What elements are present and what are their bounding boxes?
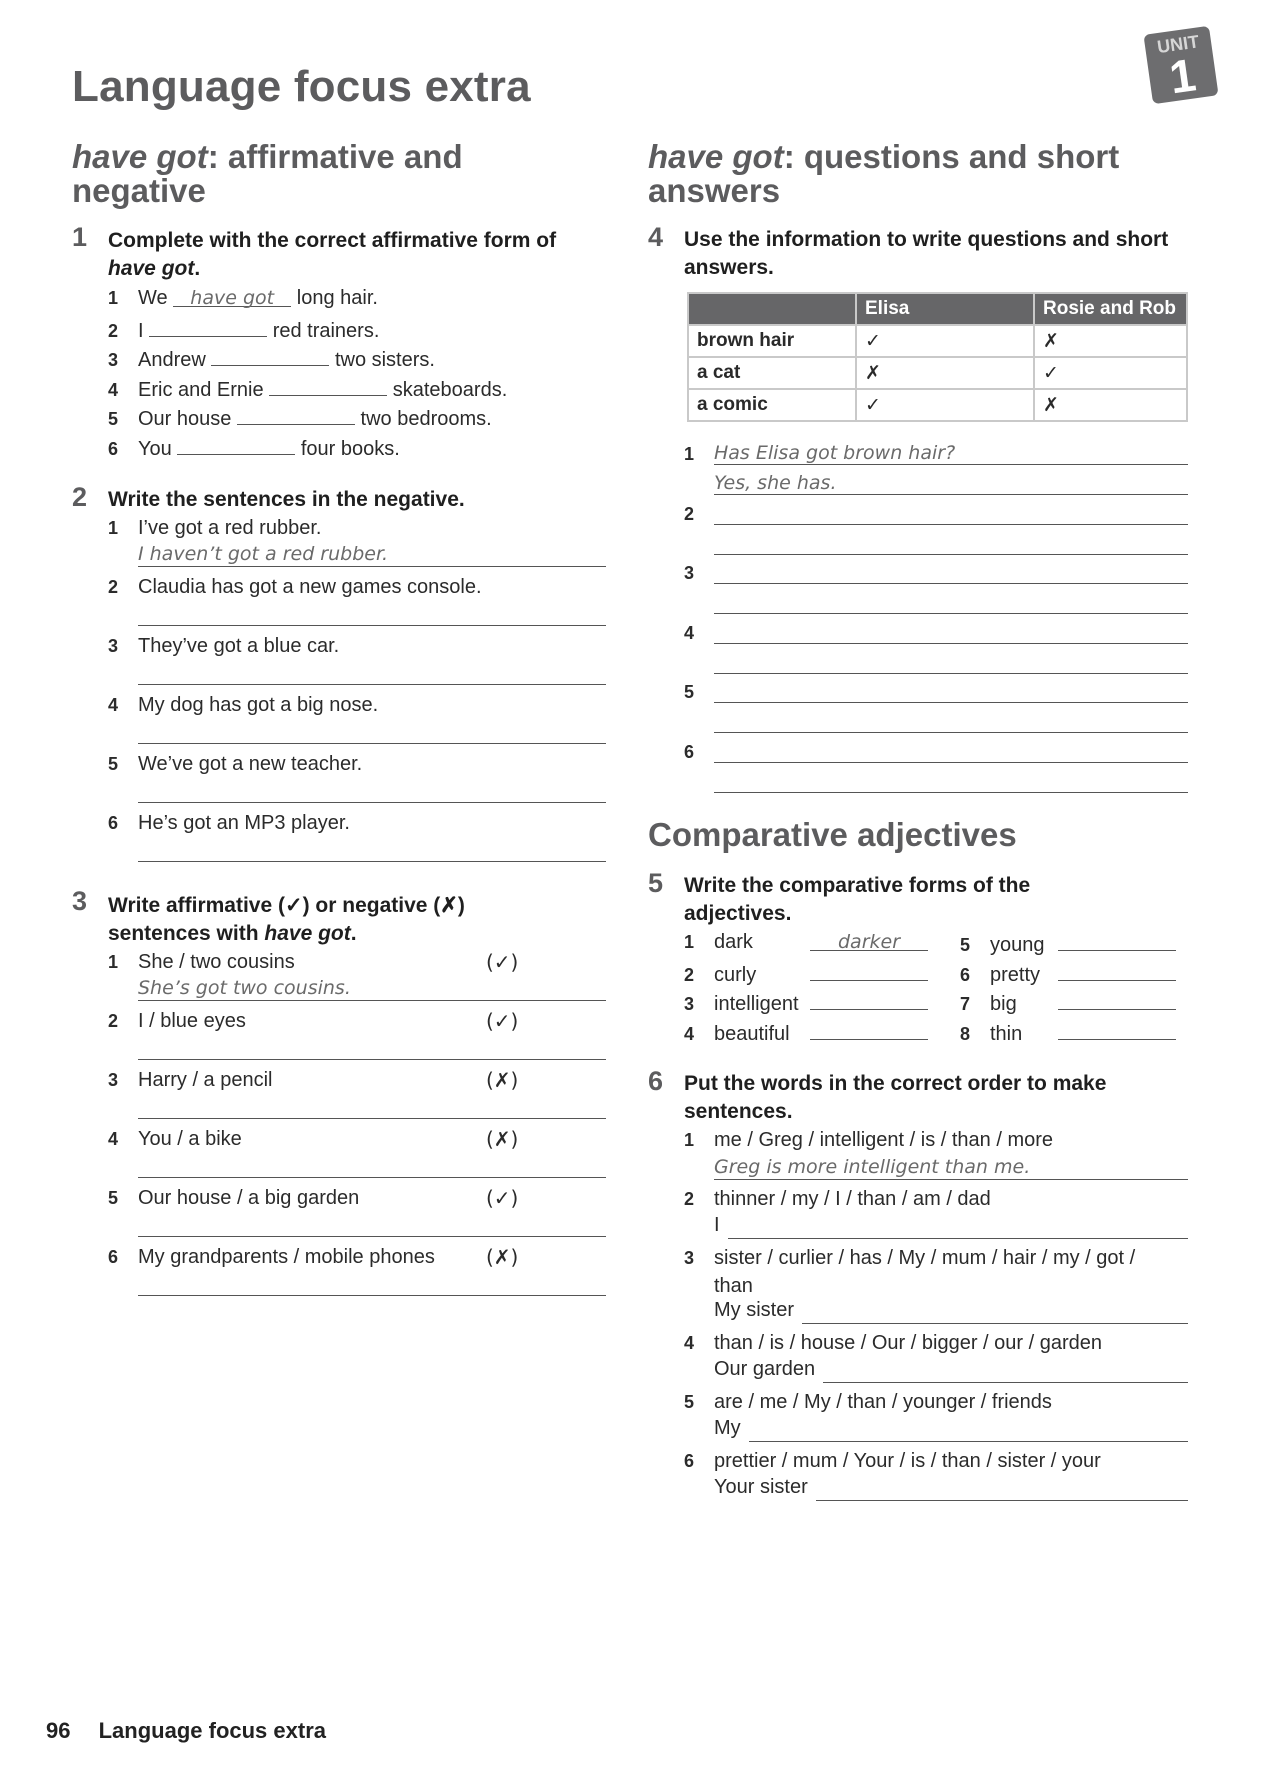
item-number: 4 <box>684 622 695 643</box>
item-number: 5 <box>684 682 695 702</box>
answer-blank[interactable] <box>177 432 295 455</box>
item-prompt-row <box>684 1329 1188 1357</box>
sentence-start: Our garden <box>714 1358 816 1380</box>
section-title-italic: have got <box>648 138 784 175</box>
word-prompt: thinner / my / I / than / am / dad <box>714 1188 991 1210</box>
instruction-italic: have got <box>264 922 351 945</box>
item-prompt: He’s got an MP3 player. <box>138 812 350 834</box>
instruction-text: Write affirmative (✓) or negative (✗) <box>108 894 465 917</box>
list-item <box>684 438 1188 498</box>
item-suffix: two sisters. <box>334 349 435 371</box>
item-prompt: My dog has got a big nose. <box>138 694 379 716</box>
adjective: dark <box>714 931 753 953</box>
item-suffix: two bedrooms. <box>360 408 492 430</box>
list-item <box>108 373 507 403</box>
list-item <box>108 343 507 373</box>
item-prompt-row <box>108 514 606 542</box>
exercise-number: 1 <box>72 222 88 252</box>
item-number: 4 <box>684 1023 695 1044</box>
item-number: 3 <box>684 994 695 1014</box>
item-prompt-row <box>684 1244 1188 1272</box>
exercise-1-list <box>108 284 507 461</box>
item-prompt: They’ve got a blue car. <box>138 635 340 657</box>
answer-row <box>714 1298 1188 1324</box>
item-prefix: I <box>138 319 144 342</box>
cross-mark-icon: ✗ <box>1034 389 1187 421</box>
adjective: beautiful <box>714 1022 790 1045</box>
item-suffix: four books. <box>300 437 400 460</box>
sentence-start: My <box>714 1417 741 1439</box>
item-number: 5 <box>960 935 971 955</box>
item-prompt-row <box>108 1066 606 1094</box>
table-row <box>688 389 1187 421</box>
row-label: a cat <box>688 357 856 389</box>
item-prefix: We <box>138 287 168 309</box>
instruction-text: sentences with <box>108 922 259 945</box>
answer-blank[interactable] <box>211 343 329 366</box>
question-line[interactable] <box>714 559 1188 584</box>
adjective: curly <box>714 963 757 986</box>
answer-blank[interactable] <box>237 402 355 425</box>
list-item <box>108 691 606 750</box>
answer-line[interactable]: Yes, she has. <box>714 470 1188 495</box>
answer-line[interactable] <box>728 1214 1188 1239</box>
item-number: 2 <box>684 503 695 524</box>
item-prompt: I’ve got a red rubber. <box>138 517 322 539</box>
item-prompt-row <box>108 1007 606 1035</box>
item-prompt: You / a bike <box>138 1128 242 1150</box>
item-prompt-row <box>108 632 606 660</box>
item-number: 2 <box>108 577 119 597</box>
answer-line[interactable] <box>138 1035 606 1060</box>
table-row <box>688 357 1187 389</box>
section-title-rest: : questions and short answers <box>648 138 1120 209</box>
item-prompt-row <box>108 948 606 976</box>
unit-badge <box>1143 26 1218 105</box>
answer-blank[interactable] <box>269 373 387 396</box>
list-item <box>108 514 606 573</box>
exercise-5-right-list <box>960 928 1176 1046</box>
answer-line[interactable] <box>138 837 606 862</box>
item-number: 5 <box>684 1392 695 1412</box>
answer-blank[interactable] <box>1058 958 1176 981</box>
list-item <box>108 284 507 314</box>
list-item <box>684 1185 1188 1244</box>
footer-title: Language focus extra <box>98 1718 326 1743</box>
item-prompt: I / blue eyes <box>138 1010 246 1032</box>
section-title-rest: : affirmative and negative <box>72 138 463 209</box>
item-prompt-row <box>108 691 606 719</box>
answer-line[interactable] <box>138 719 606 744</box>
sentence-start: I <box>714 1214 720 1236</box>
item-number: 1 <box>684 1130 695 1150</box>
answer-line[interactable] <box>138 1153 606 1178</box>
answer-line[interactable]: Greg is more intelligent than me. <box>714 1155 1188 1180</box>
list-item <box>684 617 1188 677</box>
word-prompt-continued: than <box>714 1275 753 1297</box>
exercise-instruction: Write the sentences in the negative. <box>108 488 465 511</box>
list-item <box>684 1017 928 1047</box>
answer-blank[interactable] <box>149 314 267 337</box>
item-number: 3 <box>108 1070 119 1090</box>
item-prompt: She / two cousins <box>138 951 295 973</box>
check-mark-icon: (✓) <box>486 1009 519 1033</box>
adjective: young <box>990 934 1045 956</box>
row-label: a comic <box>688 389 856 421</box>
item-prompt-row <box>108 1125 606 1153</box>
item-prompt: Our house / a big garden <box>138 1187 360 1209</box>
list-item <box>108 314 507 344</box>
answer-blank[interactable]: have got <box>173 284 291 307</box>
answer-blank[interactable] <box>810 987 928 1010</box>
list-item <box>108 1007 606 1066</box>
list-item <box>108 750 606 809</box>
item-suffix: long hair. <box>296 287 378 309</box>
item-number: 8 <box>960 1023 971 1044</box>
exercise-number: 5 <box>648 868 664 898</box>
item-prefix: Our house <box>138 408 232 430</box>
section-title-affirmative-negative <box>72 140 552 208</box>
answer-line[interactable] <box>823 1358 1188 1383</box>
adjective: pretty <box>990 963 1041 986</box>
check-mark-icon: (✓) <box>486 950 519 974</box>
instruction-text: Complete with the correct affirmative form of <box>108 229 557 252</box>
item-number: 6 <box>960 964 971 985</box>
question-line[interactable] <box>714 678 1188 703</box>
table-header-cell: Elisa <box>856 293 1034 325</box>
item-number: 5 <box>108 409 119 429</box>
answer-line[interactable] <box>138 601 606 626</box>
instruction-italic: have got <box>108 257 195 280</box>
word-prompt: sister / curlier / has / My / mum / hair / my / got / <box>714 1247 1136 1269</box>
exercise-instruction: Write the comparative forms of the adjectives. <box>684 874 1031 925</box>
answer-blank[interactable] <box>1058 928 1176 951</box>
answer-line[interactable] <box>802 1299 1188 1324</box>
answer-line[interactable] <box>714 768 1188 793</box>
item-number: 4 <box>108 1129 119 1149</box>
item-suffix: red trainers. <box>272 319 380 342</box>
adjective: thin <box>990 1022 1023 1045</box>
exercise-6-list <box>684 1126 1188 1506</box>
cross-mark-icon: ✗ <box>1034 325 1187 357</box>
answer-line[interactable] <box>138 1094 606 1119</box>
list-item <box>108 1125 606 1184</box>
exercise-instruction: Use the information to write questions and short answers. <box>684 228 1169 279</box>
page-title: Language focus extra <box>72 62 531 111</box>
list-item <box>108 948 606 1007</box>
item-suffix: skateboards. <box>392 378 508 401</box>
answer-row <box>714 1213 1188 1239</box>
item-number: 4 <box>684 1333 695 1353</box>
list-item <box>108 1243 606 1302</box>
word-prompt: are / me / My / than / younger / friends <box>714 1391 1052 1413</box>
answer-line[interactable] <box>714 589 1188 614</box>
page-number: 96 <box>46 1718 71 1743</box>
word-prompt: prettier / mum / Your / is / than / sister / your <box>714 1450 1101 1472</box>
info-table <box>687 292 1188 422</box>
answer-line[interactable] <box>816 1476 1188 1501</box>
answer-line[interactable] <box>138 1212 606 1237</box>
answer-line[interactable] <box>138 1271 606 1296</box>
item-prefix: Eric and Ernie <box>138 378 264 401</box>
check-mark-icon: ✓ <box>1034 357 1187 389</box>
cross-mark-icon: (✗) <box>486 1068 519 1092</box>
list-item <box>960 1017 1176 1047</box>
answer-row <box>714 1357 1188 1383</box>
list-item <box>684 1244 1188 1329</box>
item-prompt-row <box>108 573 606 601</box>
answer-blank[interactable] <box>1058 1017 1176 1040</box>
answer-blank[interactable] <box>1058 987 1176 1010</box>
question-line[interactable]: Has Elisa got brown hair? <box>714 440 1188 465</box>
item-number: 6 <box>108 813 119 833</box>
page-footer <box>46 1718 326 1744</box>
item-number: 3 <box>108 636 119 656</box>
list-item <box>684 1329 1188 1388</box>
section-title-comparatives: Comparative adjectives <box>648 816 1017 853</box>
item-number: 6 <box>684 1451 695 1471</box>
list-item <box>108 573 606 632</box>
item-number: 2 <box>684 964 695 985</box>
list-item <box>960 928 1176 958</box>
exercise-number: 6 <box>648 1066 664 1096</box>
item-number: 1 <box>108 518 119 538</box>
answer-line[interactable] <box>714 649 1188 674</box>
section-title-questions-answers <box>648 140 1188 208</box>
answer-row <box>714 1475 1188 1501</box>
exercise-number: 3 <box>72 886 88 916</box>
item-prompt-row <box>108 1243 606 1271</box>
exercise-5-left-list <box>684 928 928 1046</box>
item-number: 2 <box>684 1189 695 1209</box>
item-number: 1 <box>684 932 695 952</box>
list-item <box>684 928 928 958</box>
item-prompt: My grandparents / mobile phones <box>138 1246 435 1268</box>
answer-row <box>714 1416 1188 1442</box>
answer-line[interactable]: She’s got two cousins. <box>138 976 606 1001</box>
answer-line[interactable] <box>138 660 606 685</box>
exercise-instruction: Complete with the correct affirmative form of have got. <box>108 229 557 280</box>
list-item <box>684 557 1188 617</box>
exercise-number: 4 <box>648 222 664 252</box>
check-mark-icon: (✓) <box>486 1186 519 1210</box>
list-item <box>960 958 1176 988</box>
item-prompt-row <box>684 1447 1188 1475</box>
list-item <box>684 987 928 1017</box>
item-number: 4 <box>108 695 119 715</box>
item-prompt: Claudia has got a new games console. <box>138 576 482 598</box>
list-item <box>684 958 928 988</box>
answer-line[interactable] <box>138 778 606 803</box>
item-prompt: Harry / a pencil <box>138 1069 273 1091</box>
check-mark-icon: ✓ <box>856 325 1034 357</box>
check-mark-icon: ✓ <box>856 389 1034 421</box>
word-prompt: than / is / house / Our / bigger / our / garden <box>714 1332 1102 1354</box>
list-item <box>684 1447 1188 1506</box>
item-number: 3 <box>684 563 695 583</box>
cross-mark-icon: ✗ <box>856 357 1034 389</box>
answer-line[interactable] <box>749 1417 1188 1442</box>
list-item <box>108 1066 606 1125</box>
question-line[interactable] <box>714 619 1188 644</box>
item-prompt-row <box>108 809 606 837</box>
table-row <box>688 325 1187 357</box>
item-number: 3 <box>684 1248 695 1268</box>
item-number: 1 <box>684 444 695 464</box>
list-item <box>684 498 1188 558</box>
sentence-start: Your sister <box>714 1476 808 1498</box>
table-header-cell: Rosie and Rob <box>1034 293 1187 325</box>
word-prompt: me / Greg / intelligent / is / than / more <box>714 1129 1054 1151</box>
list-item <box>108 632 606 691</box>
item-number: 2 <box>108 1011 119 1031</box>
exercise-4-list <box>684 438 1188 795</box>
section-title-italic: have got <box>72 138 208 175</box>
answer-line[interactable] <box>714 708 1188 733</box>
item-number: 6 <box>684 741 695 762</box>
list-item <box>108 402 507 432</box>
item-number: 4 <box>108 379 119 400</box>
item-number: 7 <box>960 994 971 1014</box>
item-prefix: Andrew <box>138 349 206 371</box>
item-number: 6 <box>108 1247 119 1267</box>
list-item <box>684 1388 1188 1447</box>
list-item <box>108 1184 606 1243</box>
item-number: 2 <box>108 320 119 341</box>
table-header-row <box>688 293 1187 325</box>
item-prompt: We’ve got a new teacher. <box>138 753 363 775</box>
exercise-number: 2 <box>72 482 88 512</box>
list-item <box>108 809 606 868</box>
adjective: intelligent <box>714 993 799 1015</box>
exercise-instruction: Put the words in the correct order to make sentences. <box>684 1072 1107 1123</box>
item-number: 6 <box>108 438 119 459</box>
table-header-cell <box>688 293 856 325</box>
list-item <box>684 1126 1188 1185</box>
sentence-start: My sister <box>714 1299 794 1321</box>
item-number: 1 <box>108 952 119 972</box>
exercise-2-list <box>108 514 606 868</box>
list-item <box>684 736 1188 796</box>
answer-row <box>714 1154 1188 1180</box>
item-number: 5 <box>108 1188 119 1208</box>
item-prompt-row <box>684 1185 1188 1213</box>
answer-blank[interactable] <box>810 1017 928 1040</box>
cross-mark-icon: (✗) <box>486 1127 519 1151</box>
cross-mark-icon: (✗) <box>486 1245 519 1269</box>
item-prefix: You <box>138 437 172 460</box>
item-prompt-row <box>684 1126 1188 1154</box>
unit-label: UNIT <box>1155 31 1201 58</box>
item-prompt-row <box>108 1184 606 1212</box>
item-number: 1 <box>108 288 119 308</box>
answer-blank[interactable] <box>810 958 928 981</box>
exercise-3-list <box>108 948 606 1302</box>
list-item <box>108 432 507 462</box>
list-item <box>684 676 1188 736</box>
list-item <box>960 987 1176 1017</box>
adjective: big <box>990 993 1017 1015</box>
item-number: 5 <box>108 754 119 774</box>
exercise-instruction: Write affirmative (✓) or negative (✗) sentences with have got. <box>108 894 465 945</box>
unit-number: 1 <box>1166 48 1199 104</box>
item-prompt-row <box>684 1388 1188 1416</box>
question-line[interactable] <box>714 500 1188 525</box>
item-prompt-row <box>108 750 606 778</box>
answer-line[interactable]: I haven’t got a red rubber. <box>138 542 606 567</box>
answer-line[interactable] <box>714 530 1188 555</box>
row-label: brown hair <box>688 325 856 357</box>
item-number: 3 <box>108 350 119 370</box>
question-line[interactable] <box>714 738 1188 763</box>
answer-blank[interactable]: darker <box>810 928 928 951</box>
